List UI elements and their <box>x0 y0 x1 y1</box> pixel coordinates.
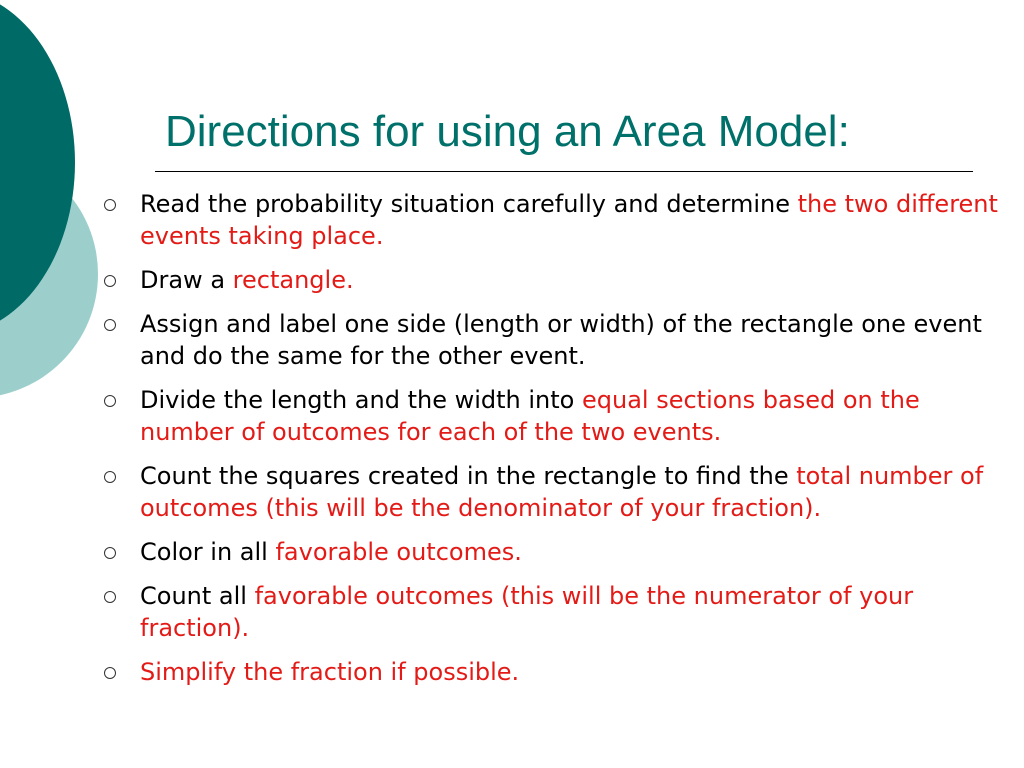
list-item <box>100 460 1020 524</box>
hollow-circle-bullet-icon <box>104 667 116 679</box>
hollow-circle-bullet-icon <box>104 471 116 483</box>
bullet-highlight: rectangle. <box>232 266 354 294</box>
hollow-circle-bullet-icon <box>104 199 116 211</box>
title-underline <box>155 171 973 172</box>
list-item <box>100 264 1020 296</box>
bullet-text: Count all <box>140 582 255 610</box>
bullet-text: Divide the length and the width into <box>140 386 582 414</box>
bullet-highlight: the two different events taking place. <box>140 190 998 250</box>
list-item <box>100 656 1020 688</box>
hollow-circle-bullet-icon <box>104 591 116 603</box>
bullet-highlight: favorable outcomes (this will be the numerator of your fraction). <box>140 582 914 642</box>
hollow-circle-bullet-icon <box>104 275 116 287</box>
bullet-highlight: equal sections based on the number of outcomes for each of the two events. <box>140 386 920 446</box>
bullet-text: Count the squares created in the rectangle to find the <box>140 462 797 490</box>
directions-list <box>100 188 1020 700</box>
bullet-highlight: Simplify the fraction if possible. <box>140 658 520 686</box>
bullet-highlight: total number of outcomes (this will be the denominator of your fraction). <box>140 462 984 522</box>
list-item <box>100 188 1020 252</box>
bullet-highlight: favorable outcomes. <box>275 538 522 566</box>
bullet-text: Assign and label one side (length or width) of the rectangle one event and do the same for the other event. <box>140 310 982 370</box>
list-item <box>100 580 1020 644</box>
bullet-text: Read the probability situation carefully and determine <box>140 190 798 218</box>
list-item <box>100 308 1020 372</box>
hollow-circle-bullet-icon <box>104 319 116 331</box>
slide-title: Directions for using an Area Model: <box>165 107 850 156</box>
bullet-text: Color in all <box>140 538 276 566</box>
list-item <box>100 536 1020 568</box>
bullet-text: Draw a <box>140 266 233 294</box>
list-item <box>100 384 1020 448</box>
hollow-circle-bullet-icon <box>104 547 116 559</box>
hollow-circle-bullet-icon <box>104 395 116 407</box>
